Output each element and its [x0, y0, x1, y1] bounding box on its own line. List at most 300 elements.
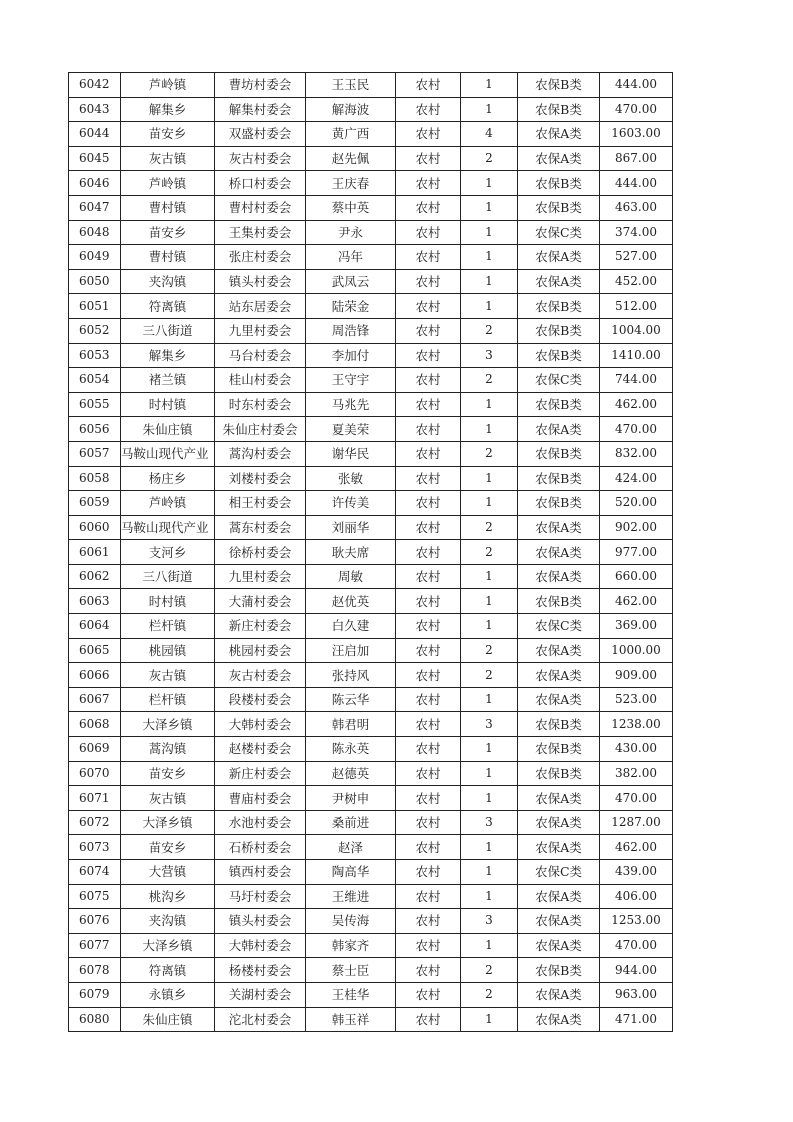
town-cell: 栏杆镇: [121, 687, 215, 712]
town-cell: 朱仙庄镇: [121, 1007, 215, 1032]
name-cell: 赵先佩: [306, 146, 396, 171]
name-cell: 蔡中英: [306, 195, 396, 220]
amount-cell: 1287.00: [600, 810, 673, 835]
town-cell: 解集乡: [121, 343, 215, 368]
amount-cell: 444.00: [600, 73, 673, 98]
table-row: [69, 343, 673, 368]
record-id-cell: 6066: [69, 663, 121, 688]
village-committee-cell: 杨楼村委会: [215, 958, 306, 983]
village-committee-cell: 徐桥村委会: [215, 540, 306, 565]
village-committee-cell: 赵楼村委会: [215, 737, 306, 762]
record-id-cell: 6077: [69, 933, 121, 958]
town-cell: 符离镇: [121, 958, 215, 983]
town-cell: 解集乡: [121, 97, 215, 122]
town-cell: 夹沟镇: [121, 909, 215, 934]
amount-cell: 470.00: [600, 786, 673, 811]
name-cell: 夏美荣: [306, 417, 396, 442]
amount-cell: 1253.00: [600, 909, 673, 934]
town-cell: 蒿沟镇: [121, 737, 215, 762]
village-committee-cell: 大韩村委会: [215, 933, 306, 958]
household-size-cell: 2: [461, 368, 518, 393]
amount-cell: 944.00: [600, 958, 673, 983]
insurance-category-cell: 农保A类: [518, 884, 600, 909]
name-cell: 陈云华: [306, 687, 396, 712]
town-cell: 曹村镇: [121, 195, 215, 220]
record-id-cell: 6047: [69, 195, 121, 220]
household-size-cell: 1: [461, 761, 518, 786]
record-id-cell: 6063: [69, 589, 121, 614]
household-type-cell: 农村: [396, 982, 461, 1007]
table-row: [69, 687, 673, 712]
household-size-cell: 1: [461, 220, 518, 245]
name-cell: 王桂华: [306, 982, 396, 1007]
household-size-cell: 1: [461, 786, 518, 811]
name-cell: 张敏: [306, 466, 396, 491]
name-cell: 刘丽华: [306, 515, 396, 540]
insurance-category-cell: 农保B类: [518, 171, 600, 196]
insurance-category-cell: 农保B类: [518, 392, 600, 417]
household-size-cell: 1: [461, 294, 518, 319]
table-row: [69, 122, 673, 147]
name-cell: 赵优英: [306, 589, 396, 614]
town-cell: 马鞍山现代产业: [121, 515, 215, 540]
table-row: [69, 614, 673, 639]
amount-cell: 867.00: [600, 146, 673, 171]
village-committee-cell: 站东居委会: [215, 294, 306, 319]
table-row: [69, 146, 673, 171]
town-cell: 符离镇: [121, 294, 215, 319]
record-id-cell: 6049: [69, 245, 121, 270]
household-size-cell: 2: [461, 540, 518, 565]
household-size-cell: 3: [461, 909, 518, 934]
insurance-category-cell: 农保A类: [518, 638, 600, 663]
record-id-cell: 6050: [69, 269, 121, 294]
amount-cell: 462.00: [600, 835, 673, 860]
village-committee-cell: 灰古村委会: [215, 663, 306, 688]
table-row: [69, 515, 673, 540]
amount-cell: 374.00: [600, 220, 673, 245]
name-cell: 张持风: [306, 663, 396, 688]
household-size-cell: 2: [461, 318, 518, 343]
amount-cell: 963.00: [600, 982, 673, 1007]
insurance-category-cell: 农保A类: [518, 146, 600, 171]
insurance-category-cell: 农保A类: [518, 122, 600, 147]
amount-cell: 430.00: [600, 737, 673, 762]
name-cell: 韩家齐: [306, 933, 396, 958]
household-size-cell: 1: [461, 614, 518, 639]
record-id-cell: 6055: [69, 392, 121, 417]
village-committee-cell: 镇头村委会: [215, 909, 306, 934]
town-cell: 朱仙庄镇: [121, 417, 215, 442]
name-cell: 赵泽: [306, 835, 396, 860]
record-id-cell: 6057: [69, 441, 121, 466]
village-committee-cell: 新庄村委会: [215, 761, 306, 786]
record-id-cell: 6076: [69, 909, 121, 934]
town-cell: 三八街道: [121, 564, 215, 589]
record-id-cell: 6074: [69, 860, 121, 885]
household-type-cell: 农村: [396, 97, 461, 122]
record-id-cell: 6064: [69, 614, 121, 639]
table-row: [69, 466, 673, 491]
amount-cell: 439.00: [600, 860, 673, 885]
name-cell: 尹永: [306, 220, 396, 245]
household-type-cell: 农村: [396, 687, 461, 712]
insurance-category-cell: 农保B类: [518, 73, 600, 98]
table-row: [69, 245, 673, 270]
name-cell: 解海波: [306, 97, 396, 122]
town-cell: 时村镇: [121, 589, 215, 614]
record-id-cell: 6071: [69, 786, 121, 811]
village-committee-cell: 桃园村委会: [215, 638, 306, 663]
record-id-cell: 6042: [69, 73, 121, 98]
village-committee-cell: 桥口村委会: [215, 171, 306, 196]
table-row: [69, 982, 673, 1007]
insurance-category-cell: 农保C类: [518, 220, 600, 245]
household-size-cell: 1: [461, 171, 518, 196]
town-cell: 曹村镇: [121, 245, 215, 270]
table-row: [69, 737, 673, 762]
household-type-cell: 农村: [396, 589, 461, 614]
insurance-category-cell: 农保A类: [518, 515, 600, 540]
household-type-cell: 农村: [396, 860, 461, 885]
insurance-category-cell: 农保A类: [518, 540, 600, 565]
household-type-cell: 农村: [396, 614, 461, 639]
household-type-cell: 农村: [396, 810, 461, 835]
household-type-cell: 农村: [396, 909, 461, 934]
village-committee-cell: 曹庙村委会: [215, 786, 306, 811]
insurance-category-cell: 农保A类: [518, 245, 600, 270]
amount-cell: 520.00: [600, 491, 673, 516]
insurance-category-cell: 农保B类: [518, 589, 600, 614]
town-cell: 灰古镇: [121, 146, 215, 171]
town-cell: 大泽乡镇: [121, 810, 215, 835]
table-row: [69, 441, 673, 466]
household-size-cell: 1: [461, 269, 518, 294]
name-cell: 白久建: [306, 614, 396, 639]
record-id-cell: 6065: [69, 638, 121, 663]
insurance-category-cell: 农保B类: [518, 441, 600, 466]
household-size-cell: 1: [461, 73, 518, 98]
town-cell: 芦岭镇: [121, 73, 215, 98]
town-cell: 芦岭镇: [121, 491, 215, 516]
table-row: [69, 417, 673, 442]
amount-cell: 470.00: [600, 417, 673, 442]
household-size-cell: 1: [461, 417, 518, 442]
record-id-cell: 6053: [69, 343, 121, 368]
name-cell: 陶高华: [306, 860, 396, 885]
table-row: [69, 540, 673, 565]
household-type-cell: 农村: [396, 73, 461, 98]
town-cell: 栏杆镇: [121, 614, 215, 639]
household-size-cell: 1: [461, 466, 518, 491]
name-cell: 耿夫席: [306, 540, 396, 565]
village-committee-cell: 石桥村委会: [215, 835, 306, 860]
table-row: [69, 97, 673, 122]
name-cell: 陈永英: [306, 737, 396, 762]
record-id-cell: 6058: [69, 466, 121, 491]
village-committee-cell: 桂山村委会: [215, 368, 306, 393]
town-cell: 夹沟镇: [121, 269, 215, 294]
village-committee-cell: 解集村委会: [215, 97, 306, 122]
table-row: [69, 712, 673, 737]
name-cell: 吴传海: [306, 909, 396, 934]
insurance-category-cell: 农保B类: [518, 958, 600, 983]
table-row: [69, 810, 673, 835]
name-cell: 黄广西: [306, 122, 396, 147]
household-size-cell: 2: [461, 146, 518, 171]
insurance-category-cell: 农保C类: [518, 614, 600, 639]
household-size-cell: 2: [461, 958, 518, 983]
name-cell: 赵德英: [306, 761, 396, 786]
table-row: [69, 294, 673, 319]
town-cell: 杨庄乡: [121, 466, 215, 491]
table-row: [69, 368, 673, 393]
name-cell: 陆荣金: [306, 294, 396, 319]
amount-cell: 527.00: [600, 245, 673, 270]
amount-cell: 462.00: [600, 392, 673, 417]
table-row: [69, 73, 673, 98]
name-cell: 王庆春: [306, 171, 396, 196]
household-type-cell: 农村: [396, 220, 461, 245]
household-type-cell: 农村: [396, 195, 461, 220]
name-cell: 韩君明: [306, 712, 396, 737]
town-cell: 桃园镇: [121, 638, 215, 663]
household-type-cell: 农村: [396, 294, 461, 319]
record-id-cell: 6061: [69, 540, 121, 565]
household-type-cell: 农村: [396, 245, 461, 270]
household-type-cell: 农村: [396, 171, 461, 196]
record-id-cell: 6046: [69, 171, 121, 196]
village-committee-cell: 水池村委会: [215, 810, 306, 835]
amount-cell: 909.00: [600, 663, 673, 688]
household-type-cell: 农村: [396, 884, 461, 909]
record-id-cell: 6062: [69, 564, 121, 589]
name-cell: 马兆先: [306, 392, 396, 417]
record-id-cell: 6079: [69, 982, 121, 1007]
household-type-cell: 农村: [396, 786, 461, 811]
town-cell: 苗安乡: [121, 835, 215, 860]
insurance-category-cell: 农保B类: [518, 343, 600, 368]
amount-cell: 1410.00: [600, 343, 673, 368]
insurance-category-cell: 农保B类: [518, 761, 600, 786]
table-row: [69, 909, 673, 934]
record-id-cell: 6060: [69, 515, 121, 540]
town-cell: 苗安乡: [121, 122, 215, 147]
amount-cell: 463.00: [600, 195, 673, 220]
village-committee-cell: 九里村委会: [215, 564, 306, 589]
household-size-cell: 1: [461, 564, 518, 589]
household-type-cell: 农村: [396, 761, 461, 786]
table-row: [69, 318, 673, 343]
household-size-cell: 1: [461, 97, 518, 122]
town-cell: 支河乡: [121, 540, 215, 565]
household-type-cell: 农村: [396, 958, 461, 983]
record-id-cell: 6056: [69, 417, 121, 442]
insurance-category-cell: 农保B类: [518, 491, 600, 516]
name-cell: 周敏: [306, 564, 396, 589]
amount-cell: 471.00: [600, 1007, 673, 1032]
name-cell: 王守宇: [306, 368, 396, 393]
table-row: [69, 171, 673, 196]
town-cell: 褚兰镇: [121, 368, 215, 393]
insurance-category-cell: 农保B类: [518, 294, 600, 319]
household-type-cell: 农村: [396, 122, 461, 147]
insurance-category-cell: 农保B类: [518, 97, 600, 122]
record-id-cell: 6043: [69, 97, 121, 122]
record-id-cell: 6078: [69, 958, 121, 983]
household-size-cell: 2: [461, 638, 518, 663]
village-committee-cell: 九里村委会: [215, 318, 306, 343]
village-committee-cell: 朱仙庄村委会: [215, 417, 306, 442]
town-cell: 桃沟乡: [121, 884, 215, 909]
household-size-cell: 1: [461, 195, 518, 220]
insurance-category-cell: 农保C类: [518, 368, 600, 393]
amount-cell: 444.00: [600, 171, 673, 196]
insurance-category-cell: 农保A类: [518, 909, 600, 934]
amount-cell: 832.00: [600, 441, 673, 466]
name-cell: 桑前进: [306, 810, 396, 835]
table-row: [69, 663, 673, 688]
village-committee-cell: 灰古村委会: [215, 146, 306, 171]
household-size-cell: 1: [461, 589, 518, 614]
insurance-category-cell: 农保B类: [518, 712, 600, 737]
name-cell: 蔡士臣: [306, 958, 396, 983]
table-row: [69, 786, 673, 811]
village-committee-cell: 马圩村委会: [215, 884, 306, 909]
village-committee-cell: 相王村委会: [215, 491, 306, 516]
record-id-cell: 6052: [69, 318, 121, 343]
record-id-cell: 6070: [69, 761, 121, 786]
name-cell: 韩玉祥: [306, 1007, 396, 1032]
table-row: [69, 564, 673, 589]
village-committee-cell: 刘楼村委会: [215, 466, 306, 491]
amount-cell: 902.00: [600, 515, 673, 540]
insurance-category-cell: 农保A类: [518, 982, 600, 1007]
record-id-cell: 6075: [69, 884, 121, 909]
name-cell: 冯年: [306, 245, 396, 270]
village-committee-cell: 双盛村委会: [215, 122, 306, 147]
insurance-category-cell: 农保A类: [518, 786, 600, 811]
household-type-cell: 农村: [396, 638, 461, 663]
record-id-cell: 6051: [69, 294, 121, 319]
town-cell: 大泽乡镇: [121, 712, 215, 737]
amount-cell: 382.00: [600, 761, 673, 786]
name-cell: 周浩锋: [306, 318, 396, 343]
name-cell: 许传美: [306, 491, 396, 516]
household-size-cell: 4: [461, 122, 518, 147]
name-cell: 武凤云: [306, 269, 396, 294]
town-cell: 永镇乡: [121, 982, 215, 1007]
household-type-cell: 农村: [396, 515, 461, 540]
town-cell: 大泽乡镇: [121, 933, 215, 958]
village-committee-cell: 镇西村委会: [215, 860, 306, 885]
household-size-cell: 3: [461, 712, 518, 737]
village-committee-cell: 王集村委会: [215, 220, 306, 245]
household-type-cell: 农村: [396, 1007, 461, 1032]
record-id-cell: 6069: [69, 737, 121, 762]
household-type-cell: 农村: [396, 269, 461, 294]
record-id-cell: 6068: [69, 712, 121, 737]
amount-cell: 470.00: [600, 97, 673, 122]
town-cell: 芦岭镇: [121, 171, 215, 196]
name-cell: 李加付: [306, 343, 396, 368]
town-cell: 马鞍山现代产业: [121, 441, 215, 466]
village-committee-cell: 蒿沟村委会: [215, 441, 306, 466]
household-type-cell: 农村: [396, 392, 461, 417]
amount-cell: 1603.00: [600, 122, 673, 147]
household-type-cell: 农村: [396, 540, 461, 565]
table-body: [69, 73, 673, 1032]
household-type-cell: 农村: [396, 466, 461, 491]
household-size-cell: 1: [461, 860, 518, 885]
village-committee-cell: 曹村村委会: [215, 195, 306, 220]
household-type-cell: 农村: [396, 712, 461, 737]
household-size-cell: 2: [461, 663, 518, 688]
record-id-cell: 6045: [69, 146, 121, 171]
amount-cell: 1004.00: [600, 318, 673, 343]
amount-cell: 424.00: [600, 466, 673, 491]
village-committee-cell: 沱北村委会: [215, 1007, 306, 1032]
household-size-cell: 1: [461, 933, 518, 958]
name-cell: 王玉民: [306, 73, 396, 98]
table-row: [69, 835, 673, 860]
insurance-category-cell: 农保B类: [518, 318, 600, 343]
table-row: [69, 761, 673, 786]
amount-cell: 406.00: [600, 884, 673, 909]
table-row: [69, 491, 673, 516]
table-row: [69, 1007, 673, 1032]
village-committee-cell: 大蒲村委会: [215, 589, 306, 614]
household-type-cell: 农村: [396, 737, 461, 762]
amount-cell: 512.00: [600, 294, 673, 319]
village-committee-cell: 马台村委会: [215, 343, 306, 368]
amount-cell: 452.00: [600, 269, 673, 294]
name-cell: 谢华民: [306, 441, 396, 466]
record-id-cell: 6080: [69, 1007, 121, 1032]
amount-cell: 1238.00: [600, 712, 673, 737]
village-committee-cell: 蒿东村委会: [215, 515, 306, 540]
name-cell: 王维进: [306, 884, 396, 909]
record-id-cell: 6059: [69, 491, 121, 516]
village-committee-cell: 张庄村委会: [215, 245, 306, 270]
household-size-cell: 3: [461, 810, 518, 835]
household-type-cell: 农村: [396, 343, 461, 368]
household-size-cell: 1: [461, 737, 518, 762]
table-row: [69, 933, 673, 958]
insurance-category-cell: 农保A类: [518, 687, 600, 712]
name-cell: 尹树申: [306, 786, 396, 811]
table-row: [69, 638, 673, 663]
insurance-category-cell: 农保B类: [518, 737, 600, 762]
household-size-cell: 2: [461, 441, 518, 466]
household-type-cell: 农村: [396, 146, 461, 171]
record-id-cell: 6044: [69, 122, 121, 147]
record-id-cell: 6073: [69, 835, 121, 860]
village-committee-cell: 镇头村委会: [215, 269, 306, 294]
household-size-cell: 1: [461, 245, 518, 270]
household-size-cell: 1: [461, 392, 518, 417]
record-id-cell: 6048: [69, 220, 121, 245]
household-type-cell: 农村: [396, 933, 461, 958]
household-size-cell: 1: [461, 1007, 518, 1032]
record-id-cell: 6067: [69, 687, 121, 712]
household-size-cell: 2: [461, 982, 518, 1007]
household-type-cell: 农村: [396, 441, 461, 466]
village-committee-cell: 新庄村委会: [215, 614, 306, 639]
insurance-category-cell: 农保A类: [518, 269, 600, 294]
table-row: [69, 269, 673, 294]
village-committee-cell: 曹坊村委会: [215, 73, 306, 98]
